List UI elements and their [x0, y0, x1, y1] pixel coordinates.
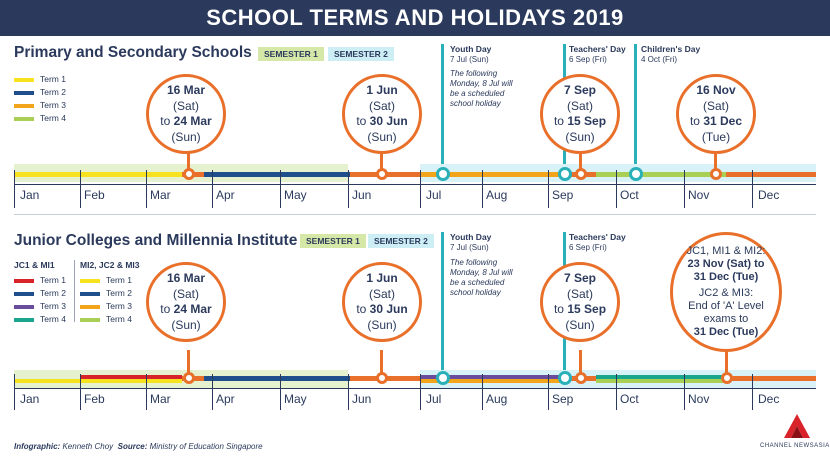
- primary-term1-bar: [14, 172, 182, 177]
- jc-month-mar: Mar: [150, 392, 171, 406]
- p-h1-start: 16 Mar: [166, 83, 206, 97]
- j-h1-end: 24 Mar: [173, 302, 212, 316]
- jc-bubble3-anchor: [575, 372, 587, 384]
- p-h1-end: 24 Mar: [173, 114, 212, 128]
- primary-axis-line: [14, 184, 816, 185]
- jc-month-nov: Nov: [688, 392, 710, 406]
- j-h1-start: 16 Mar: [166, 271, 206, 285]
- mi2-term4-swatch: [80, 318, 100, 322]
- p-h4-end-day: (Tue): [701, 129, 731, 144]
- primary-month-may: May: [284, 188, 307, 202]
- jc-month-may: May: [284, 392, 307, 406]
- primary-june-holiday-bubble: [342, 74, 422, 154]
- jc-youth-day-note: The following Monday, 8 Jul will be a scheduled school holiday: [450, 258, 513, 297]
- legend-term3-label: Term 3: [40, 100, 66, 110]
- jc-tick-jun: [348, 374, 349, 410]
- mi2-term4-label: Term 4: [106, 314, 132, 324]
- youth-day-date: 7 Jul (Sun): [450, 55, 489, 64]
- source-value: Ministry of Education Singapore: [149, 442, 263, 451]
- jc-youth-day-axis-ring: [436, 371, 450, 385]
- mi2-term1-label: Term 1: [106, 275, 132, 285]
- p-h3-end: 15 Sep: [567, 114, 607, 128]
- jc-axis-line: [14, 388, 816, 389]
- jc1-term1-swatch: [14, 279, 34, 283]
- jc-month-feb: Feb: [84, 392, 105, 406]
- legend-term2-swatch: [14, 91, 34, 95]
- primary-tick-oct: [616, 170, 617, 208]
- jc-tick-nov: [684, 374, 685, 410]
- p-h3-to: to: [553, 114, 564, 128]
- teachers-day-axis-ring: [558, 167, 572, 181]
- primary-tick-jun: [348, 170, 349, 208]
- primary-tick-jul: [420, 170, 421, 208]
- primary-bubble2-anchor: [376, 168, 388, 180]
- mi2-term2-swatch: [80, 292, 100, 296]
- j-h3-end: 15 Sep: [567, 302, 607, 316]
- primary-tick-nov: [684, 170, 685, 208]
- mi2-term1-swatch: [80, 279, 100, 283]
- primary-month-jan: Jan: [20, 188, 40, 202]
- jc-ye-line2: 23 Nov (Sat) to: [687, 258, 765, 270]
- primary-month-oct: Oct: [620, 188, 639, 202]
- p-h2-end: 30 Jun: [369, 114, 408, 128]
- jc1-term2-label: Term 2: [40, 288, 66, 298]
- primary-semester-1-badge: SEMESTER 1: [258, 47, 324, 61]
- jc-tick-aug: [482, 374, 483, 410]
- jc-month-sep: Sep: [552, 392, 574, 406]
- jc-semester-1-badge: SEMESTER 1: [300, 234, 366, 248]
- jc-term2-bar: [204, 376, 350, 381]
- jc1-term4-swatch: [14, 318, 34, 322]
- primary-sept-holiday-bubble: [540, 74, 620, 154]
- jc-ye-line6: exams to: [703, 313, 749, 325]
- jc-ye-line5: End of 'A' Level: [688, 300, 764, 312]
- primary-month-nov: Nov: [688, 188, 710, 202]
- primary-bubble1-anchor: [183, 168, 195, 180]
- primary-year-end-holiday-bubble: [676, 74, 756, 154]
- jc1-term3-swatch: [14, 305, 34, 309]
- primary-month-sep: Sep: [552, 188, 574, 202]
- jc-tick-jul: [420, 374, 421, 410]
- j-h2-to: to: [356, 302, 367, 316]
- j-h2-start: 1 Jun: [366, 271, 398, 285]
- primary-tick-may: [280, 170, 281, 208]
- jc-month-jul: Jul: [426, 392, 442, 406]
- jc1-term3-label: Term 3: [40, 301, 66, 311]
- youth-day-marker-line: [441, 44, 444, 177]
- jc-bubble3-stem: [579, 350, 582, 374]
- p-h2-to: to: [356, 114, 367, 128]
- j-h3-start: 7 Sep: [563, 271, 596, 285]
- jc-tick-oct: [616, 374, 617, 410]
- j-h2-start-day: (Sat): [368, 286, 395, 301]
- jc-bubble1-anchor: [183, 372, 195, 384]
- legend-term4-swatch: [14, 117, 34, 121]
- logo-text: CHANNEL NEWSASIA: [760, 443, 830, 449]
- primary-month-jul: Jul: [426, 188, 442, 202]
- jc-tick-sep: [548, 374, 549, 410]
- jc-tick-mar: [146, 374, 147, 410]
- jc-ye-line7: 31 Dec (Tue): [693, 326, 759, 338]
- primary-tick-jan: [14, 170, 15, 208]
- p-h4-to: to: [689, 114, 700, 128]
- primary-tick-apr: [212, 170, 213, 208]
- jc-tick-may: [280, 374, 281, 410]
- jc-youth-day-title: Youth Day: [450, 232, 492, 242]
- primary-bubble4-anchor: [710, 168, 722, 180]
- primary-month-apr: Apr: [216, 188, 235, 202]
- p-h1-to: to: [160, 114, 171, 128]
- primary-march-holiday-bubble: [146, 74, 226, 154]
- p-h2-end-day: (Sun): [367, 129, 397, 144]
- youth-day-note: The following Monday, 8 Jul will be a scheduled school holiday: [450, 69, 513, 108]
- legend-term2-label: Term 2: [40, 87, 66, 97]
- jc-bubble2-anchor: [376, 372, 388, 384]
- legend-term1-swatch: [14, 78, 34, 82]
- mi2-term1-bar: [14, 379, 182, 383]
- jc-teachers-day-title: Teachers' Day: [569, 232, 626, 242]
- primary-month-feb: Feb: [84, 188, 105, 202]
- primary-year-end-holiday-bar: [726, 172, 816, 177]
- jc-month-dec: Dec: [758, 392, 780, 406]
- mi2-term3-label: Term 3: [106, 301, 132, 311]
- p-h3-start: 7 Sep: [563, 83, 596, 97]
- p-h1-end-day: (Sun): [171, 129, 201, 144]
- jc-legend-mi2-title: MI2, JC2 & MI3: [80, 260, 140, 270]
- p-h4-start: 16 Nov: [696, 83, 736, 97]
- mi2-term2-label: Term 2: [106, 288, 132, 298]
- j-h2-end: 30 Jun: [369, 302, 408, 316]
- primary-semester-2-badge: SEMESTER 2: [328, 47, 394, 61]
- jc-month-jan: Jan: [20, 392, 40, 406]
- jc-tick-dec: [752, 374, 753, 410]
- jc-month-jun: Jun: [352, 392, 372, 406]
- jc-month-oct: Oct: [620, 392, 639, 406]
- primary-month-mar: Mar: [150, 188, 171, 202]
- jc-bubble2-stem: [380, 350, 383, 374]
- j-h1-to: to: [160, 302, 171, 316]
- legend-term3-swatch: [14, 104, 34, 108]
- section-divider: [14, 214, 816, 215]
- mi2-term3-swatch: [80, 305, 100, 309]
- jc-month-apr: Apr: [216, 392, 235, 406]
- childrens-day-title: Children's Day: [641, 44, 701, 54]
- jc-year-end-holiday-bubble: [670, 232, 782, 352]
- jc-bubble4-stem: [725, 350, 728, 374]
- primary-month-dec: Dec: [758, 188, 780, 202]
- jc-tick-feb: [80, 374, 81, 410]
- j-h1-end-day: (Sun): [171, 317, 201, 332]
- p-h2-start: 1 Jun: [366, 83, 398, 97]
- source-label: Source:: [117, 442, 148, 451]
- jc-ye-line3: 31 Dec (Tue): [693, 271, 759, 283]
- j-h2-end-day: (Sun): [367, 317, 397, 332]
- youth-day-axis-ring: [436, 167, 450, 181]
- jc-month-aug: Aug: [486, 392, 508, 406]
- primary-bubble3-anchor: [575, 168, 587, 180]
- childrens-day-axis-ring: [629, 167, 643, 181]
- jc-section-title: Junior Colleges and Millennia Institute: [14, 232, 298, 249]
- legend-term1-label: Term 1: [40, 74, 66, 84]
- primary-tick-aug: [482, 170, 483, 208]
- jc-ye-line1: JC1, MI1 & MI2:: [686, 245, 766, 257]
- jc-semester-2-badge: SEMESTER 2: [368, 234, 434, 248]
- childrens-day-date: 4 Oct (Fri): [641, 55, 677, 64]
- j-h3-to: to: [553, 302, 564, 316]
- p-h4-start-day: (Sat): [702, 98, 729, 113]
- p-h3-start-day: (Sat): [566, 98, 593, 113]
- jc-legend-divider: [74, 260, 75, 322]
- teachers-day-date: 6 Sep (Fri): [569, 55, 607, 64]
- jc-legend-jc1-title: JC1 & MI1: [14, 260, 55, 270]
- primary-tick-feb: [80, 170, 81, 208]
- j-h1-start-day: (Sat): [172, 286, 199, 301]
- jc-teachers-day-axis-ring: [558, 371, 572, 385]
- jc-bubble4-anchor: [721, 372, 733, 384]
- teachers-day-title: Teachers' Day: [569, 44, 626, 54]
- jc-sept-holiday-bubble: [540, 262, 620, 342]
- p-h3-end-day: (Sun): [565, 129, 595, 144]
- primary-month-jun: Jun: [352, 188, 372, 202]
- jc-year-end-holiday-bar: [726, 376, 816, 381]
- channel-newsasia-logo-icon: [784, 414, 810, 438]
- jc-youth-day-date: 7 Jul (Sun): [450, 243, 489, 252]
- infographic-value: Kenneth Choy: [62, 442, 114, 451]
- primary-month-aug: Aug: [486, 188, 508, 202]
- page-title: SCHOOL TERMS AND HOLIDAYS 2019: [206, 5, 624, 30]
- infographic-label: Infographic:: [14, 442, 61, 451]
- credits: [14, 442, 263, 451]
- j-h3-start-day: (Sat): [566, 286, 593, 301]
- jc1-term4-label: Term 4: [40, 314, 66, 324]
- jc-teachers-day-date: 6 Sep (Fri): [569, 243, 607, 252]
- primary-tick-dec: [752, 170, 753, 208]
- jc-youth-day-marker-line: [441, 232, 444, 372]
- p-h4-end: 31 Dec: [703, 114, 743, 128]
- jc-march-holiday-bubble: [146, 262, 226, 342]
- jc1-term1-label: Term 1: [40, 275, 66, 285]
- childrens-day-marker-line: [634, 44, 637, 177]
- jc-tick-jan: [14, 374, 15, 410]
- primary-tick-sep: [548, 170, 549, 208]
- legend-term4-label: Term 4: [40, 113, 66, 123]
- jc-ye-line4: JC2 & MI3:: [698, 287, 754, 299]
- j-h3-end-day: (Sun): [565, 317, 595, 332]
- primary-term2-bar: [204, 172, 350, 177]
- jc-june-holiday-bubble: [342, 262, 422, 342]
- p-h1-start-day: (Sat): [172, 98, 199, 113]
- jc-tick-apr: [212, 374, 213, 410]
- primary-tick-mar: [146, 170, 147, 208]
- primary-section-title: Primary and Secondary Schools: [14, 44, 252, 61]
- jc-bubble1-stem: [187, 350, 190, 374]
- jc1-term2-swatch: [14, 292, 34, 296]
- p-h2-start-day: (Sat): [368, 98, 395, 113]
- youth-day-title: Youth Day: [450, 44, 492, 54]
